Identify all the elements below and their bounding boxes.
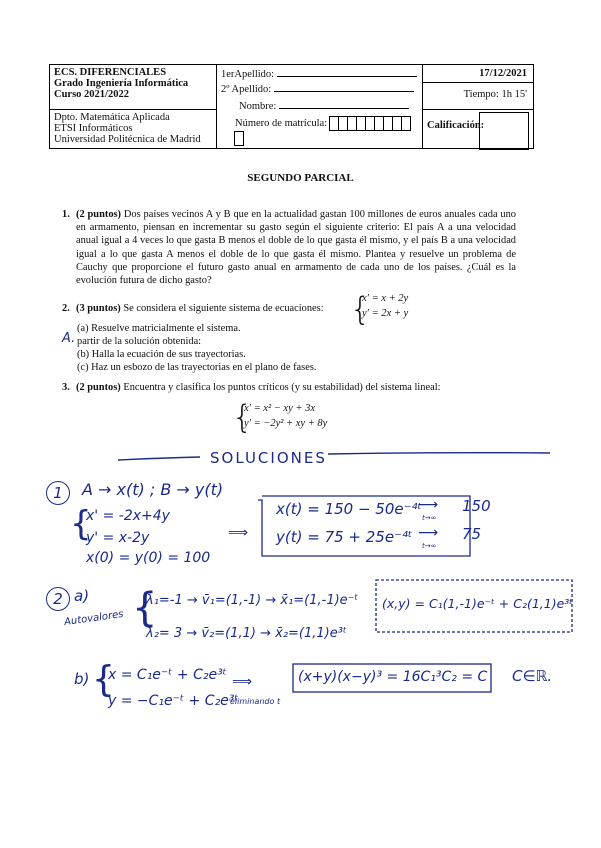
university-name: Universidad Politécnica de Madrid [54,133,201,145]
p2-eq1: x′ = x + 2y [362,293,409,304]
course-cell [50,65,217,110]
s2-circle-label: 2 [46,587,70,611]
heading-line-right [328,453,550,454]
apellido1-field[interactable] [277,76,417,77]
p3-eq2: y′ = −2y² + xy + 8y [244,418,328,429]
exam-time: Tiempo: 1h 15' [463,89,527,100]
apellido2-label: 2º Apellido: [221,84,272,95]
s2-general-sol: (x,y) = C₁(1,-1)e⁻ᵗ + C₂(1,1)e³ᵗ [382,596,573,611]
s1-eq1: x' = -2x+4y [86,508,170,524]
solutions-heading: SOLUCIONES [210,449,327,467]
p2-brace: { [350,290,371,328]
problem-3 [76,381,516,394]
p1-text: Dos países vecinos A y B que en la actualidad gastan 100 millones de euros anuales cada uno en armamento, piensan en incrementar su gasto según el siguiente criterio: El país A a una velocidad anual igual a 4 veces lo que gasta B menos el doble de lo que gasta él mismo, y el país B a una velocidad igual a lo que gasta A menos el doble de lo que gasta él mismo. Plantea y resuelve un problema de Cauchy que proporcione el futuro gasto anual en armamento de cada uno de los países. ¿Cuál es la evolución futura de dicho gasto? [76,209,517,287]
student-fields [217,65,423,149]
p3-number: 3. [62,382,70,393]
s1-eq3: x(0) = y(0) = 100 [86,550,211,566]
matricula-label: Número de matrícula: [235,117,328,129]
p2-part-a: (a) Resuelve matricialmente el sistema. [77,323,241,334]
grade-cell [423,109,534,148]
exam-header [49,64,534,149]
s2b-brace: { [92,659,115,700]
s2-part-a: a) [74,587,90,605]
nombre-field[interactable] [279,108,409,109]
s1-implies-icon: ⟹ [228,525,249,541]
s2b-implies-icon: ⟹ [232,674,253,690]
s1-brace: { [70,504,92,544]
p3-brace: { [232,398,253,436]
s2-brace: { [132,585,158,631]
degree-name: Grado Ingeniería Informática [54,78,189,89]
p3-points: (2 puntos) [76,382,121,393]
s1-mapping: A → x(t) ; B → y(t) [82,480,224,499]
p2-text: Se considera el siguiente sistema de ecuaciones: [123,303,324,314]
apellido1-label: 1erApellido: [221,69,275,80]
p3-eq1: x′ = x² − xy + 3x [244,403,316,414]
problem-2 [76,302,366,315]
s1-limit-x: 150 [462,497,491,515]
s2b-eliminando: eliminando t [230,697,281,706]
s1-circle-label: 1 [46,481,70,505]
s1-limit-y: 75 [462,525,482,543]
s2-eigen1: λ₁=-1 → v̄₁=(1,-1) → x̄₁=(1,-1)e⁻ᵗ [146,593,359,608]
course-name: ECS. DIFERENCIALES [54,67,167,78]
s2b-eq-y: y = −C₁e⁻ᵗ + C₂e³ᵗ [108,693,239,709]
p2-part-c: (c) Haz un esbozo de las trayectorias en el plano de fases. [77,362,317,373]
p3-text: Encuentra y clasifica los puntos críticos (y su estabilidad) del sistema lineal: [123,382,441,393]
p2-mid-text: partir de la solución obtenida: [77,336,202,347]
school-name: ETSI Informáticos [54,122,133,134]
s1-tinf1: t→∞ [422,514,437,522]
p2-hand-a: A. [62,331,76,346]
s2b-eq-x: x = C₁e⁻ᵗ + C₂e³ᵗ [108,667,227,683]
s1-sol-x: x(t) = 150 − 50e⁻⁴ᵗ [276,500,422,518]
s2-autovalores: Autovalores [63,608,125,629]
s2-eigen2: λ₂= 3 → v̄₂=(1,1) → x̄₂=(1,1)e³ᵗ [146,626,347,641]
s1-sol-y: y(t) = 75 + 25e⁻⁴ᵗ [276,528,413,546]
s1-arrow1-icon: ⟶ [418,497,439,513]
s1-eq2: y' = x-2y [86,530,150,546]
p2-points: (3 puntos) [76,303,121,314]
exam-date: 17/12/2021 [423,65,533,83]
nombre-label: Nombre: [239,101,277,112]
apellido2-field[interactable] [274,91,414,92]
s2b-constant-domain: C∈ℝ. [512,667,553,685]
p1-points: (2 puntos) [76,209,122,220]
page-title: SEGUNDO PARCIAL [247,172,354,184]
academic-year: Curso 2021/2022 [54,89,129,100]
dept-cell [50,109,217,148]
grade-label: Calificación: [427,119,485,131]
s1-arrow2-icon: ⟶ [418,525,439,541]
p2-part-b: (b) Halla la ecuación de sus trayectorias. [77,349,246,360]
p1-number: 1. [62,209,70,220]
s2b-trajectory: (x+y)(x−y)³ = 16C₁³C₂ = C [298,669,488,685]
s2-part-b: b) [74,670,90,688]
s1-tinf2: t→∞ [422,542,437,550]
problem-1 [76,208,516,287]
heading-line-left [118,457,200,460]
grade-box[interactable] [479,112,529,150]
p2-eq2: y′ = 2x + y [362,308,409,319]
date-time-cell [423,65,534,110]
p2-number: 2. [62,303,70,314]
dept-name: Dpto. Matemática Aplicada [54,111,170,123]
